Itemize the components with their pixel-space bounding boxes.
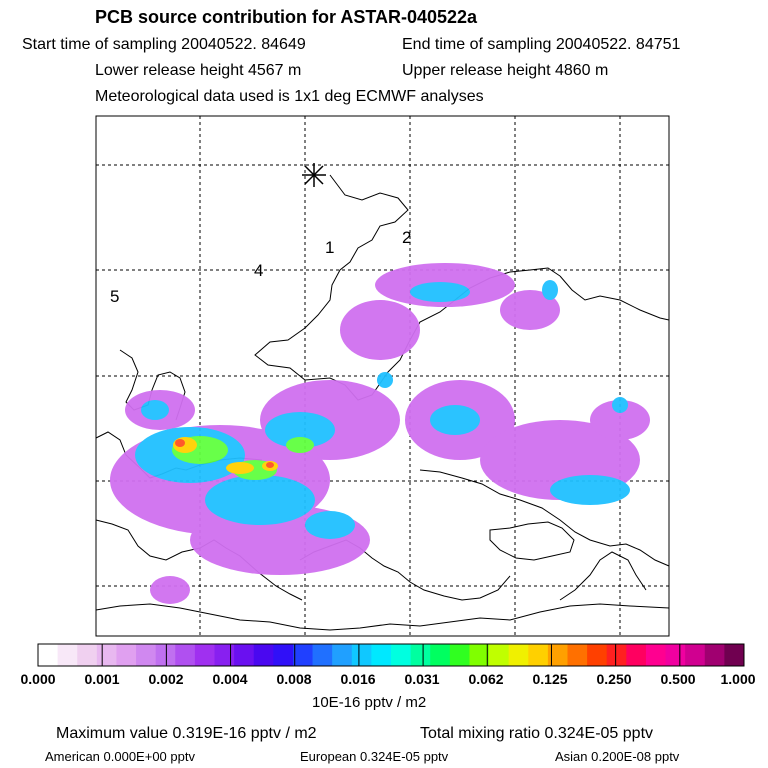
colorbar-cell bbox=[234, 644, 254, 666]
colorbar-cells bbox=[38, 644, 745, 666]
colorbar-cell bbox=[469, 644, 489, 666]
trajectory-label-5: 5 bbox=[110, 287, 120, 306]
colorbar-cell bbox=[509, 644, 529, 666]
colorbar-cell bbox=[58, 644, 78, 666]
colorbar-cell bbox=[607, 644, 627, 666]
colorbar-unit-label: 10E-16 pptv / m2 bbox=[312, 694, 427, 711]
end-time-label: End time of sampling 20040522. 84751 bbox=[402, 36, 681, 53]
trajectory-label-4: 4 bbox=[254, 261, 264, 280]
start-time-label: Start time of sampling 20040522. 84649 bbox=[22, 36, 306, 53]
met-data-label: Meteorological data used is 1x1 deg ECMWF analyses bbox=[95, 88, 484, 105]
american-contribution-label: American 0.000E+00 pptv bbox=[45, 749, 195, 764]
colorbar-tick-label: 1.000 bbox=[720, 671, 756, 687]
colorbar-cell bbox=[528, 644, 548, 666]
lower-release-label: Lower release height 4567 m bbox=[95, 62, 302, 79]
colorbar-cell bbox=[430, 644, 450, 666]
asian-contribution-label: Asian 0.200E-08 pptv bbox=[555, 749, 680, 764]
colorbar-cell bbox=[293, 644, 313, 666]
colorbar-cell bbox=[548, 644, 568, 666]
colorbar-cell bbox=[77, 644, 97, 666]
trajectory-label-2: 2 bbox=[402, 228, 412, 247]
colorbar-cell bbox=[156, 644, 176, 666]
colorbar-cell bbox=[371, 644, 391, 666]
plot-title: PCB source contribution for ASTAR-040522a bbox=[95, 7, 478, 27]
colorbar-tick-label: 0.062 bbox=[468, 671, 504, 687]
colorbar-tick-label: 0.031 bbox=[404, 671, 440, 687]
colorbar-cell bbox=[352, 644, 372, 666]
colorbar-cell bbox=[705, 644, 725, 666]
colorbar-cell bbox=[391, 644, 411, 666]
colorbar-cell bbox=[254, 644, 274, 666]
colorbar-cell bbox=[411, 644, 431, 666]
colorbar-cell bbox=[273, 644, 293, 666]
colorbar-cell bbox=[195, 644, 215, 666]
colorbar-cell bbox=[587, 644, 607, 666]
colorbar-cell bbox=[685, 644, 705, 666]
colorbar-cell bbox=[489, 644, 509, 666]
colorbar-cell bbox=[332, 644, 352, 666]
colorbar-tick-label: 0.001 bbox=[84, 671, 120, 687]
colorbar-cell bbox=[450, 644, 470, 666]
colorbar-tick-label: 0.250 bbox=[596, 671, 632, 687]
colorbar-cell bbox=[215, 644, 235, 666]
colorbar-cell bbox=[666, 644, 686, 666]
colorbar-cell bbox=[568, 644, 588, 666]
colorbar-cell bbox=[38, 644, 58, 666]
colorbar-cell bbox=[313, 644, 333, 666]
upper-release-label: Upper release height 4860 m bbox=[402, 62, 609, 79]
trajectory-label-1: 1 bbox=[325, 238, 335, 257]
max-value-label: Maximum value 0.319E-16 pptv / m2 bbox=[56, 725, 317, 742]
colorbar-cell bbox=[97, 644, 117, 666]
colorbar-cell bbox=[116, 644, 136, 666]
colorbar-tick-label: 0.008 bbox=[276, 671, 312, 687]
colorbar-cell bbox=[626, 644, 646, 666]
colorbar-cell bbox=[136, 644, 156, 666]
colorbar-tick-label: 0.004 bbox=[212, 671, 248, 687]
colorbar-tick-label: 0.125 bbox=[532, 671, 568, 687]
colorbar-tick-label: 0.000 bbox=[20, 671, 56, 687]
colorbar-cell bbox=[175, 644, 195, 666]
european-contribution-label: European 0.324E-05 pptv bbox=[300, 749, 449, 764]
total-mixing-ratio-label: Total mixing ratio 0.324E-05 pptv bbox=[420, 725, 654, 742]
colorbar-cell bbox=[646, 644, 666, 666]
colorbar-tick-label: 0.002 bbox=[148, 671, 184, 687]
colorbar-cell bbox=[724, 644, 744, 666]
colorbar-tick-label: 0.016 bbox=[340, 671, 376, 687]
colorbar-tick-label: 0.500 bbox=[660, 671, 696, 687]
